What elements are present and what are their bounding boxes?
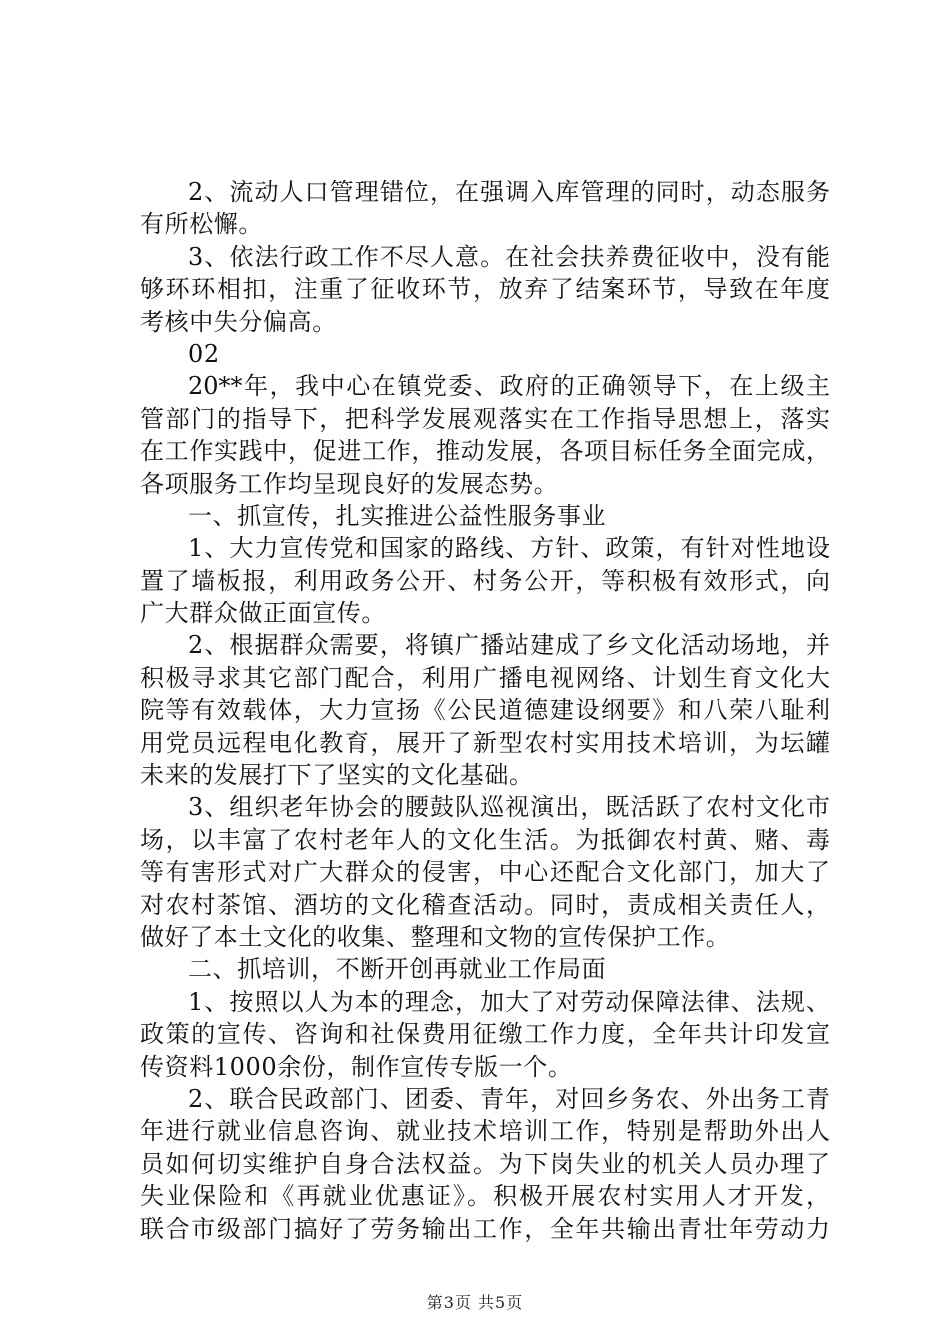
text-line: 02	[188, 339, 220, 368]
text-line: 院等有效载体，大力宣扬《公民道德建设纲要》和八荣八耻利	[140, 696, 830, 725]
text-line: 置了墙板报，利用政务公开、村务公开，等积极有效形式，向	[140, 566, 830, 595]
text-line: 对农村茶馆、酒坊的文化稽查活动。同时，责成相关责任人，	[140, 890, 830, 919]
text-line: 积极寻求其它部门配合，利用广播电视网络、计划生育文化大	[140, 663, 830, 692]
text-line: 考核中失分偏高。	[140, 307, 337, 336]
text-line: 年进行就业信息咨询、就业技术培训工作，特别是帮助外出人	[140, 1117, 830, 1146]
text-line: 够环环相扣，注重了征收环节，放弃了结案环节，导致在年度	[140, 275, 830, 304]
text-line: 管部门的指导下，把科学发展观落实在工作指导思想上，落实	[140, 404, 830, 433]
text-line: 联合市级部门搞好了劳务输出工作，全年共输出青壮年劳动力	[140, 1214, 830, 1243]
document-body	[140, 176, 830, 1245]
text-line: 广大群众做正面宣传。	[140, 599, 386, 628]
text-line: 2、流动人口管理错位，在强调入库管理的同时，动态服务	[188, 178, 830, 206]
text-line: 各项服务工作均呈现良好的发展态势。	[140, 469, 559, 498]
text-line: 做好了本土文化的收集、整理和文物的宣传保护工作。	[140, 922, 731, 951]
text-line: 20**年，我中心在镇党委、政府的正确领导下，在上级主	[188, 372, 830, 401]
text-line: 用党员远程电化教育，展开了新型农村实用技术培训，为坛罐	[140, 728, 830, 757]
text-line: 员如何切实维护自身合法权益。为下岗失业的机关人员办理了	[140, 1149, 830, 1178]
text-line: 传资料1000余份，制作宣传专版一个。	[140, 1052, 573, 1081]
text-line: 2、根据群众需要，将镇广播站建成了乡文化活动场地，并	[188, 631, 830, 660]
text-line: 二、抓培训，不断开创再就业工作局面	[188, 955, 607, 984]
text-line: 等有害形式对广大群众的侵害，中心还配合文化部门，加大了	[140, 858, 830, 887]
text-line: 2、联合民政部门、团委、青年，对回乡务农、外出务工青	[188, 1084, 830, 1113]
page-number-footer: 第3页 共5页	[426, 1293, 524, 1312]
text-line: 一、抓宣传，扎实推进公益性服务事业	[188, 501, 607, 530]
text-line: 在工作实践中，促进工作，推动发展，各项目标任务全面完成，	[140, 437, 830, 466]
text-line: 3、依法行政工作不尽人意。在社会扶养费征收中，没有能	[188, 242, 830, 271]
text-line: 失业保险和《再就业优惠证》。积极开展农村实用人才开发，	[140, 1182, 830, 1211]
text-line: 3、组织老年协会的腰鼓队巡视演出，既活跃了农村文化市	[188, 793, 830, 822]
text-line: 有所松懈。	[140, 210, 263, 239]
text-line: 1、按照以人为本的理念，加大了对劳动保障法律、法规、	[188, 987, 830, 1016]
text-line: 未来的发展打下了坚实的文化基础。	[140, 761, 534, 790]
text-line: 1、大力宣传党和国家的路线、方针、政策，有针对性地设	[188, 534, 830, 563]
text-line: 政策的宣传、咨询和社保费用征缴工作力度，全年共计印发宣	[140, 1020, 830, 1049]
text-line: 场，以丰富了农村老年人的文化生活。为抵御农村黄、赌、毒	[140, 825, 830, 854]
